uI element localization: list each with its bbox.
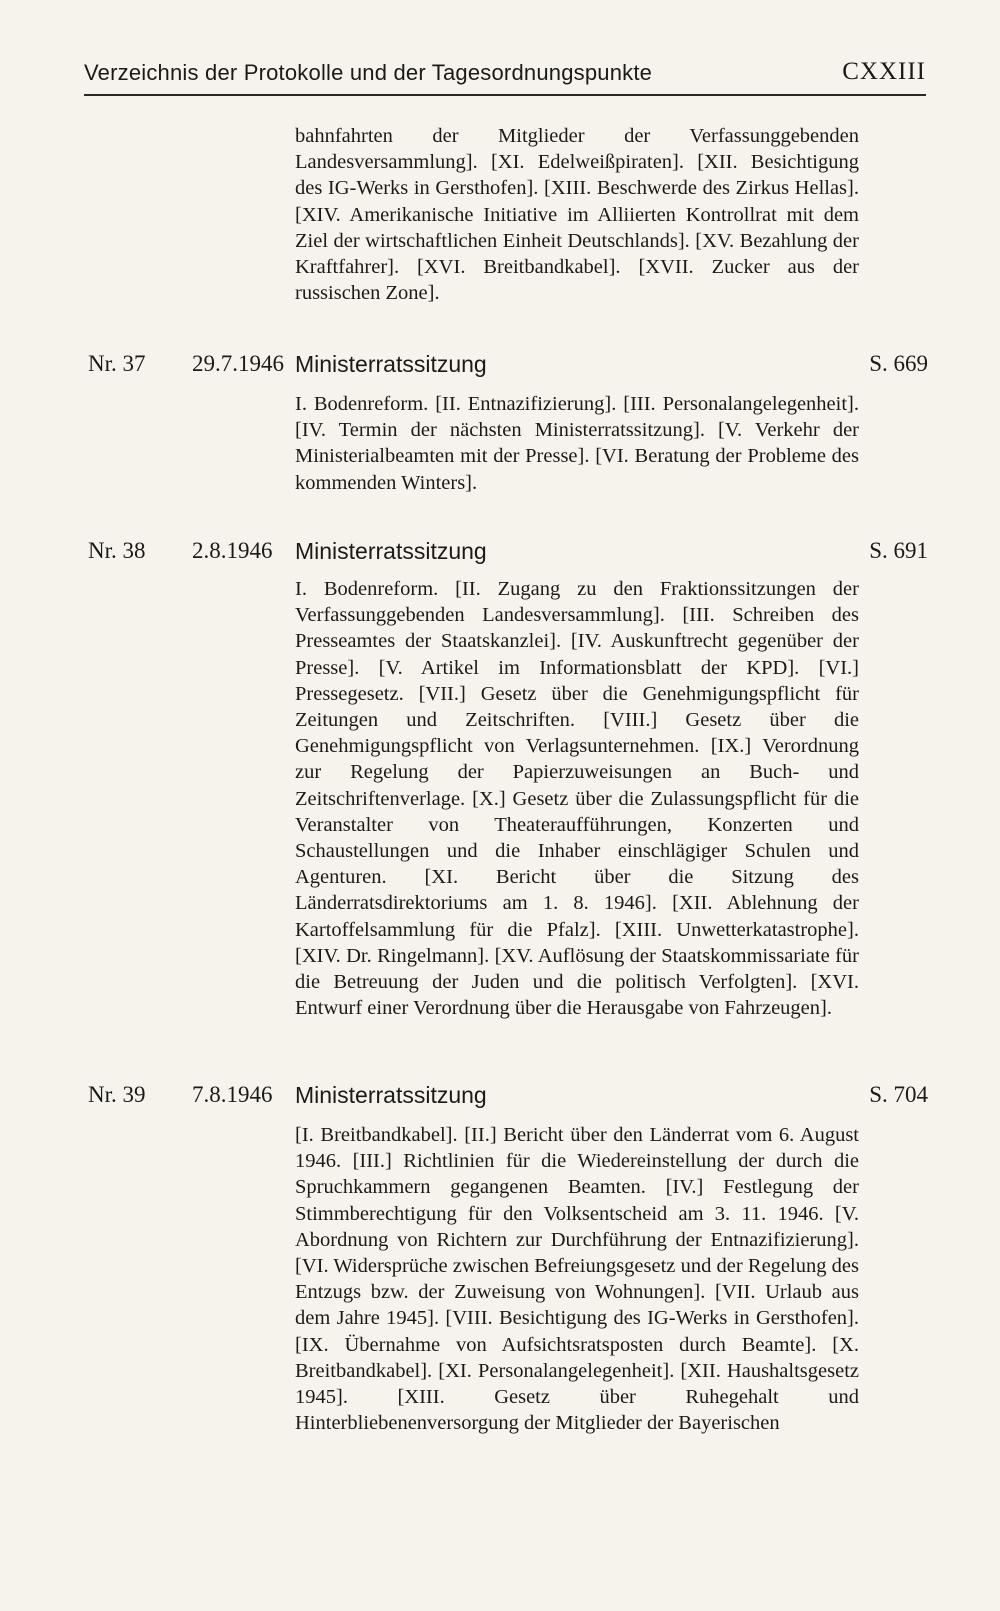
entry-number: Nr. 39: [88, 1082, 146, 1107]
page-header: [84, 58, 926, 96]
entry-title: Ministerratssitzung: [295, 1082, 487, 1108]
entry-title: Ministerratssitzung: [295, 351, 487, 377]
continued-agenda-text: bahnfahrten der Mitglieder der Verfassunggebenden Landesversammlung]. [XI. Edelweißpiraten]. [XII. Besichtigung des IG-Werks in Gersthofen]. [XIII. Beschwerde des Zirkus Hellas]. [XIV. Amerikanische Initiative im Alliierten Kontrollrat mit dem Ziel der wirtschaftlichen Einheit Deutschlands]. [XV. Bezahlung der Kraftfahrer]. [XVI. Breitbandkabel]. [XVII. Zucker aus der russischen Zone].: [295, 125, 859, 305]
entry-page-reference: S. 669: [869, 351, 928, 376]
entry-agenda-text: I. Bodenreform. [II. Entnazifizierung]. [III. Personalangelegenheit]. [IV. Termin der nächsten Ministerratssitzung]. [V. Verkehr der Ministerialbeamten mit der Presse]. [VI. Beratung der Probleme des kommenden Winters].: [295, 393, 859, 494]
entry-page-reference: S. 691: [869, 538, 928, 563]
entry-date: 29.7.1946: [192, 351, 284, 376]
entry-agenda-text: I. Bodenreform. [II. Zugang zu den Fraktionssitzungen der Verfassunggebenden Landesversammlung]. [III. Schreiben des Presseamtes der Staatskanzlei]. [IV. Auskunftrecht gegenüber der Presse]. [V. Artikel im Informationsblatt der KPD]. [VI.] Pressegesetz. [VII.] Gesetz über die Genehmigungspflicht für Zeitungen und Zeitschriften. [VIII.] Gesetz über die Genehmigungspflicht von Verlagsunternehmen. [IX.] Verordnung zur Regelung der Papierzuweisungen an Buch- und Zeitschriftenverlage. [X.] Gesetz über die Zulassungspflicht für die Veranstalter von Theateraufführungen, Konzerten und Schaustellungen und die Inhaber einschlägiger Schulen und Agenturen. [XI. Bericht über die Sitzung des Länderratsdirektoriums am 1. 8. 1946]. [XII. Ablehnung der Kartoffelsammlung für die Pfalz]. [XIII. Unwetterkatastrophe]. [XIV. Dr. Ringelmann]. [XV. Auflösung der Staatskommissariate für die Betreuung der Juden und die politisch Verfolgten]. [XVI. Entwurf einer Verordnung über die Herausgabe von Fahrzeugen].: [295, 578, 859, 1020]
entry-number: Nr. 37: [88, 351, 146, 376]
page-number: CXXIII: [842, 58, 926, 85]
entry-agenda-text: [I. Breitbandkabel]. [II.] Bericht über den Länderrat vom 6. August 1946. [III.] Richtlinien für die Wiedereinstellung der durch die Spruchkammern gegangenen Beamten. [IV.] Festlegung der Stimmberechtigung für den Volksentscheid am 3. 11. 1946. [V. Abordnung von Richtern zur Durchführung der Entnazifizierung]. [VI. Widersprüche zwischen Befreiungsgesetz und der Regelung des Entzugs bzw. der Zuweisung von Wohnungen]. [VII. Urlaub aus dem Jahre 1945]. [VIII. Besichtigung des IG-Werks in Gersthofen]. [IX. Übernahme von Aufsichtsratsposten durch Beamte]. [X. Breitbandkabel]. [XI. Personalangelegenheit]. [XII. Haushaltsgesetz 1945]. [XIII. Gesetz über Ruhegehalt und Hinterbliebenenversorgung der Mitglieder der Bayerischen: [295, 1124, 859, 1435]
entry-page-reference: S. 704: [869, 1082, 928, 1107]
entry-number: Nr. 38: [88, 538, 146, 563]
entry-date: 7.8.1946: [192, 1082, 273, 1107]
entry-title: Ministerratssitzung: [295, 538, 487, 564]
entry-date: 2.8.1946: [192, 538, 273, 563]
running-header-title: Verzeichnis der Protokolle und der Tagesordnungspunkte: [84, 60, 653, 85]
